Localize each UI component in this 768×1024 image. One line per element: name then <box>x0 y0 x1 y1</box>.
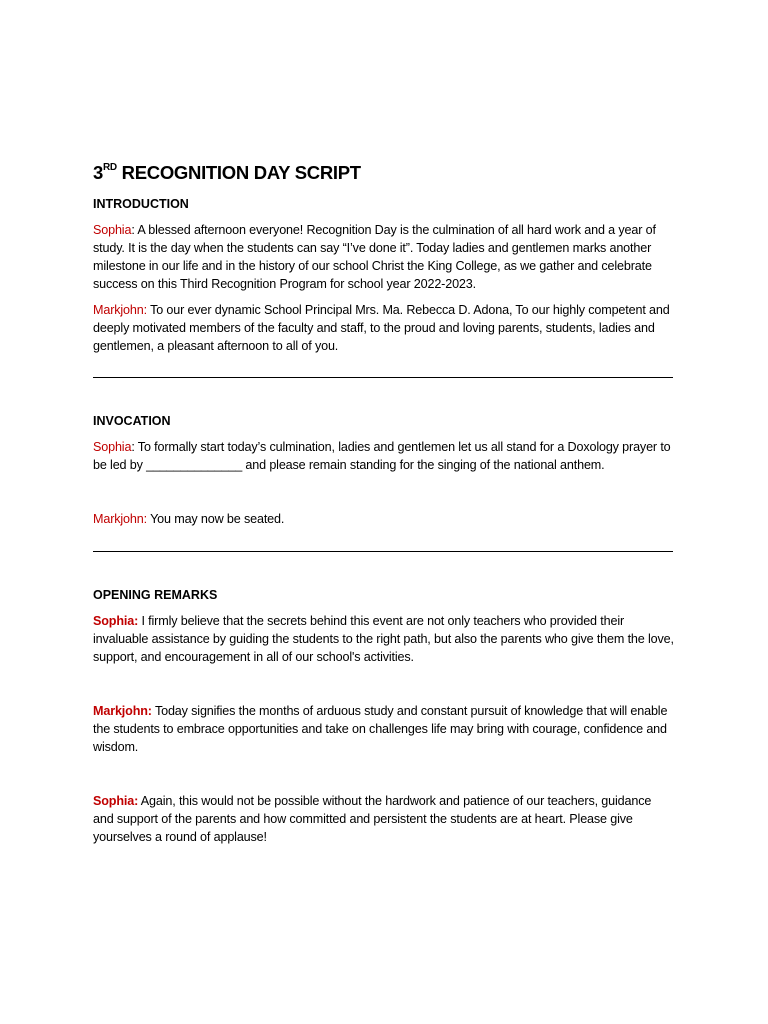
speaker-name: Sophia <box>93 223 132 238</box>
script-line-remarks-markjohn <box>93 702 675 756</box>
section-heading-opening-remarks: OPENING REMARKS <box>93 588 218 603</box>
script-line-intro-sophia <box>93 221 675 293</box>
section-heading-introduction: INTRODUCTION <box>93 197 189 212</box>
section-heading-invocation: INVOCATION <box>93 414 171 429</box>
line-text: Today signifies the months of arduous study and constant pursuit of knowledge that will enable the students to embrace opportunities and take on challenges life may bring with courage, confidence and wisdom. <box>93 704 668 755</box>
script-line-remarks-sophia-1 <box>93 612 675 666</box>
script-line-remarks-sophia-2 <box>93 792 675 846</box>
script-line-intro-markjohn <box>93 301 675 355</box>
script-line-invocation-sophia <box>93 438 675 474</box>
line-text: : To formally start today’s culmination, ladies and gentlemen let us all stand for a Doxology prayer to be led by ______________ and please remain standing for the singing of the national anthem. <box>93 440 671 473</box>
title-ordinal-suffix: RD <box>103 162 117 173</box>
line-text: Again, this would not be possible without the hardwork and patience of our teachers, guidance and support of the parents and how committed and persistent the students are at heart. Please give yourselves a round of applause! <box>93 794 652 845</box>
document-page <box>93 158 675 854</box>
title-text: RECOGNITION DAY SCRIPT <box>116 162 361 184</box>
line-text: I firmly believe that the secrets behind this event are not only teachers who provided their invaluable assistance by guiding the students to the right path, but also the parents who give them the love, support, and encouragement in all of our school's activities. <box>93 614 674 665</box>
speaker-name: Markjohn: <box>93 512 147 527</box>
title-number: 3 <box>93 162 103 184</box>
speaker-name: Sophia: <box>93 614 139 629</box>
speaker-name: Sophia: <box>93 794 139 809</box>
line-text: You may now be seated. <box>146 512 285 527</box>
script-line-invocation-markjohn <box>93 510 675 528</box>
speaker-name: Markjohn: <box>93 303 147 318</box>
line-text: To our ever dynamic School Principal Mrs. Ma. Rebecca D. Adona, To our highly competent and deeply motivated members of the faculty and staff, to the proud and loving parents, students, ladies and gentlemen, a pleasant afternoon to all of you. <box>93 303 670 354</box>
speaker-name: Markjohn: <box>93 704 152 719</box>
document-title <box>93 158 675 185</box>
speaker-name: Sophia <box>93 440 132 455</box>
line-text: : A blessed afternoon everyone! Recognition Day is the culmination of all hard work and a year of study. It is the day when the students can say “I’ve done it”. Today ladies and gentlemen marks another milestone in our life and in the history of our school Christ the King College, as we gather and celebrate success on this Third Recognition Program for school year 2022-2023. <box>93 223 656 292</box>
